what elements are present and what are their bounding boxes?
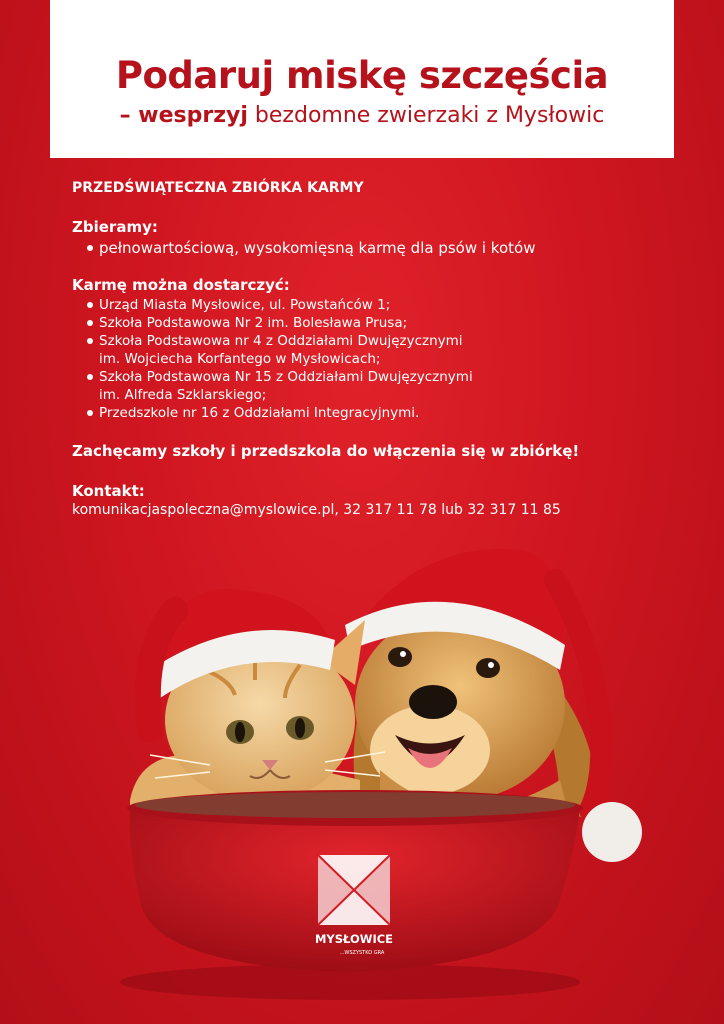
page-subtitle	[50, 103, 674, 128]
contact-details: komunikacjaspoleczna@myslowice.pl, 32 317 11 78 lub 32 317 11 85	[72, 502, 561, 518]
info-section	[72, 180, 672, 518]
list-item: Urząd Miasta Mysłowice, ul. Powstańców 1;	[72, 296, 672, 314]
logo-name: MYSŁOWICE	[314, 932, 394, 946]
list-item: Szkoła Podstawowa Nr 2 im. Bolesława Prusa;	[72, 314, 672, 332]
myslowice-logo-icon	[318, 855, 390, 925]
subtitle-emphasis: – wesprzyj	[119, 102, 248, 128]
list-item: Szkoła Podstawowa nr 4 z Oddziałami Dwujęzycznymi	[72, 332, 672, 350]
collect-label: Zbieramy:	[72, 218, 158, 236]
list-item: Przedszkole nr 16 z Oddziałami Integracyjnymi.	[72, 404, 672, 422]
list-item-continuation: im. Wojciecha Korfantego w Mysłowicach;	[99, 351, 381, 367]
collect-list	[72, 238, 672, 258]
call-to-action: Zachęcamy szkoły i przedszkola do włączenia się w zbiórkę!	[72, 442, 580, 460]
dropoff-list	[72, 296, 672, 422]
list-item-continuation: im. Alfreda Szklarskiego;	[99, 387, 267, 403]
list-item: Szkoła Podstawowa Nr 15 z Oddziałami Dwujęzycznymi	[72, 368, 672, 386]
logo-tagline: ...WSZYSTKO GRA	[339, 950, 385, 956]
pets-illustration	[0, 520, 724, 1024]
title-banner	[50, 0, 674, 158]
campaign-heading: PRZEDŚWIĄTECZNA ZBIÓRKA KARMY	[72, 180, 364, 196]
contact-label: Kontakt:	[72, 482, 145, 500]
subtitle-text: bezdomne zwierzaki z Mysłowic	[247, 102, 605, 128]
page-title: Podaruj miskę szczęścia	[115, 54, 609, 97]
list-item: pełnowartościową, wysokomięsną karmę dla psów i kotów	[72, 238, 672, 258]
dropoff-label: Karmę można dostarczyć:	[72, 276, 290, 294]
